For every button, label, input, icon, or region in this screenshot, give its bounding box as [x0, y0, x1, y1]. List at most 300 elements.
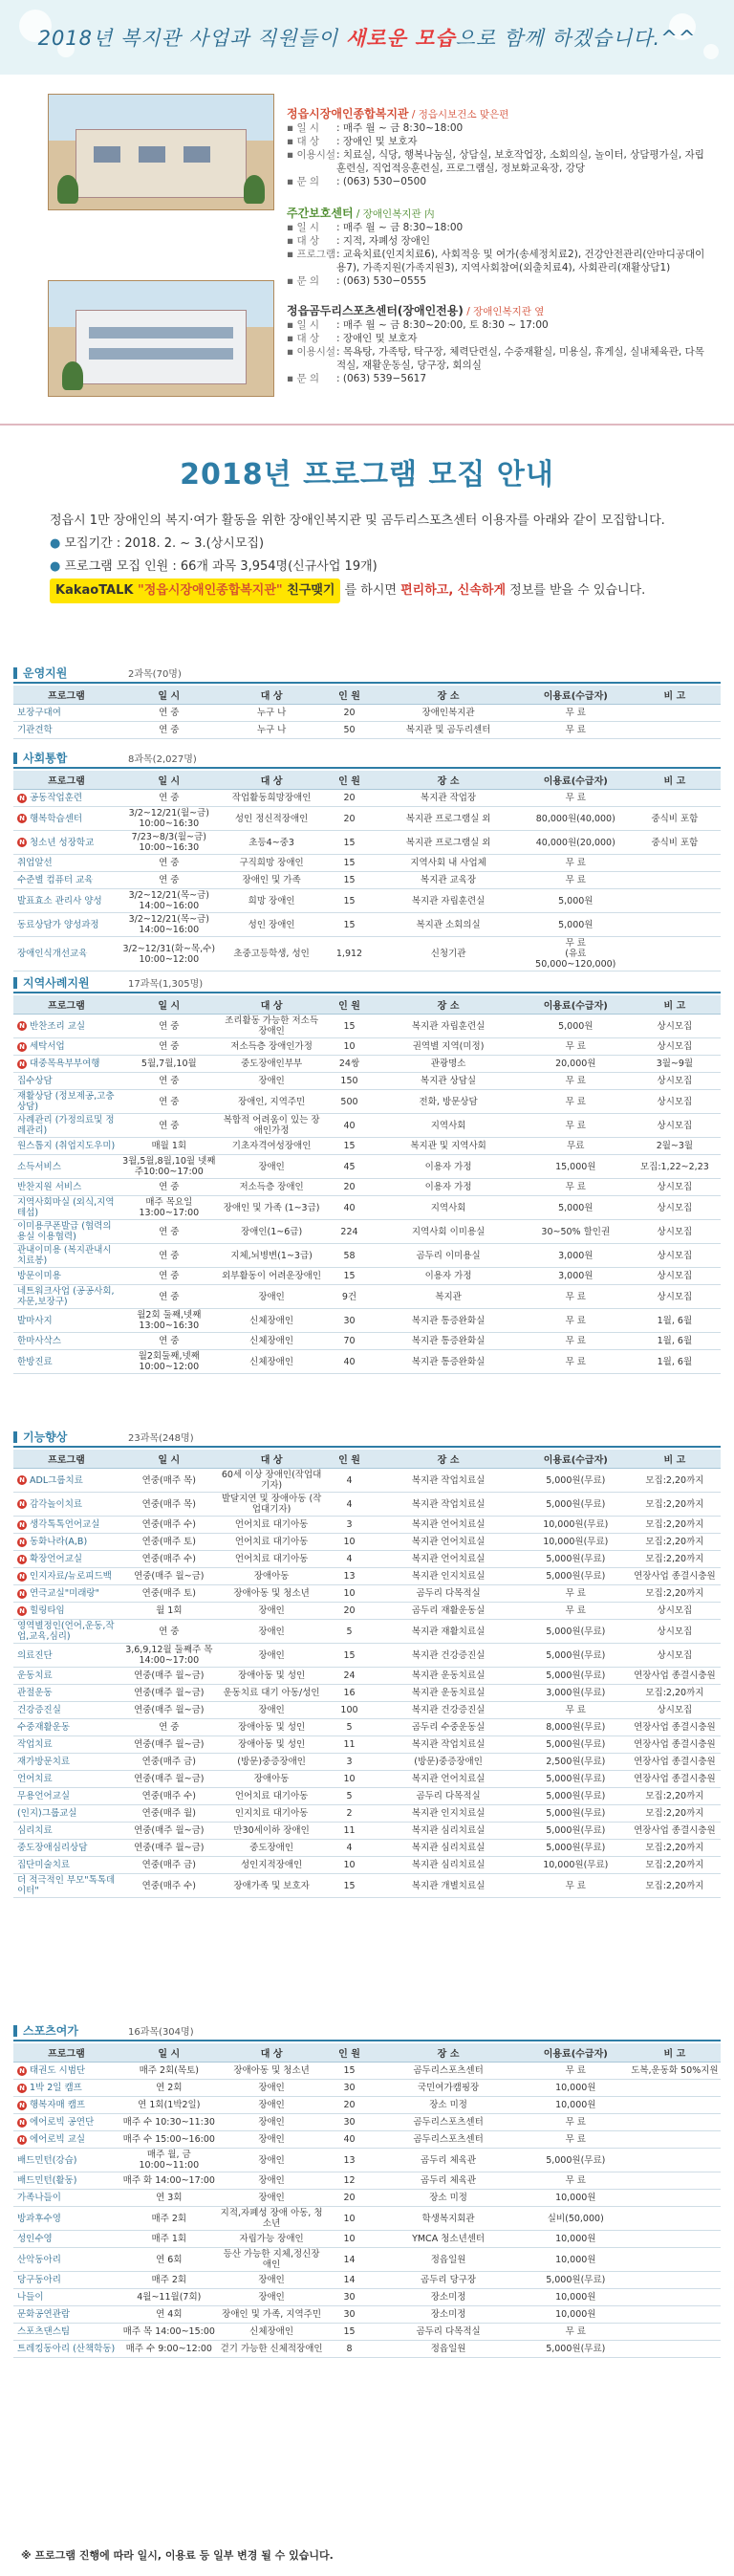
table-cell: 모집:2,20까지: [629, 1493, 721, 1517]
table-cell: 장소 미정: [374, 2097, 522, 2114]
table-row: [13, 1823, 721, 1840]
table-cell: 상시모집: [629, 1179, 721, 1196]
table-row: [13, 2131, 721, 2149]
section-title: 운영지원: [13, 665, 128, 681]
table-cell: 장애인: [219, 1073, 325, 1090]
table-row: [13, 2149, 721, 2172]
table-cell: N ADL그룹치료: [13, 1469, 119, 1493]
table-cell: 상시모집: [629, 1702, 721, 1719]
table-cell: 복지관 작업치료실: [374, 1469, 522, 1493]
table-cell: 연장사업 종결시충원: [629, 1668, 721, 1685]
table-cell: 장애아동 및 성인: [219, 1668, 325, 1685]
table-cell: 무 료: [523, 2131, 629, 2149]
column-header: 프로그램: [13, 995, 119, 1015]
table-cell: 연 중: [119, 705, 219, 722]
table-cell: 중도장애인부부: [219, 1056, 325, 1073]
table-cell: 15: [325, 855, 375, 872]
table-cell: 연 중: [119, 722, 219, 739]
table-cell: N 확장언어교실: [13, 1551, 119, 1568]
table-cell: 심리치료: [13, 1823, 119, 1840]
table-cell: 연중(매주 수): [119, 1874, 219, 1898]
new-badge-icon: N: [17, 2101, 27, 2110]
table-cell: 연장사업 종결시충원: [629, 1771, 721, 1788]
new-badge-icon: N: [17, 1520, 27, 1530]
table-row: [13, 1090, 721, 1114]
new-badge-icon: N: [17, 814, 27, 823]
table-cell: 장애아동: [219, 1568, 325, 1585]
table-cell: 복지관 재활치료실: [374, 1620, 522, 1644]
table-cell: 연 중: [119, 1285, 219, 1309]
table-row: [13, 1493, 721, 1517]
table-cell: 나들이: [13, 2289, 119, 2306]
column-header: 비 고: [629, 995, 721, 1015]
table-cell: 곰두리 이미용실: [374, 1244, 522, 1268]
table-cell: 곰두리 당구장: [374, 2272, 522, 2289]
table-cell: 가족나들이: [13, 2190, 119, 2207]
table-cell: 장애인: [219, 1285, 325, 1309]
table-cell: 5: [325, 1620, 375, 1644]
top-banner: [0, 0, 734, 75]
table-row: [13, 1138, 721, 1155]
table-cell: 장애인 및 가족 (1~3급): [219, 1196, 325, 1220]
table-cell: 연장사업 종결시충원: [629, 1823, 721, 1840]
table-cell: 장애아동 및 청소년: [219, 1585, 325, 1603]
table-cell: 복지관 자립훈련실: [374, 1015, 522, 1038]
table-cell: 모집:1,22~2,23: [629, 1155, 721, 1179]
table-cell: 지역사회: [374, 1114, 522, 1138]
table-row: [13, 2231, 721, 2248]
sports-center-photo: [48, 280, 274, 397]
table-cell: 연 중: [119, 1114, 219, 1138]
table-cell: N 연극교실"미래랑": [13, 1585, 119, 1603]
table-cell: 5월,7월,10월: [119, 1056, 219, 1073]
table-cell: 5,000원(무료): [523, 2341, 629, 2358]
table-cell: 연중(매주 월~금): [119, 1568, 219, 1585]
table-cell: N 공동작업훈련: [13, 790, 119, 807]
table-cell: 작업치료: [13, 1736, 119, 1754]
table-cell: [629, 2231, 721, 2248]
table-cell: 연 중: [119, 1015, 219, 1038]
table-cell: N 감각놀이치료: [13, 1493, 119, 1517]
table-cell: [629, 2131, 721, 2149]
table-cell: (방문)중증장애인: [219, 1754, 325, 1771]
table-cell: 장애인: [219, 1702, 325, 1719]
table-cell: 10,000원(무료): [523, 1534, 629, 1551]
column-header: 장 소: [374, 995, 522, 1015]
table-cell: 5,000원: [523, 1015, 629, 1038]
new-badge-icon: N: [17, 1475, 27, 1485]
section-header: [13, 972, 721, 993]
table-cell: 중식비 포함: [629, 807, 721, 831]
table-row: [13, 889, 721, 913]
table-cell: 장애아동 및 성인: [219, 1736, 325, 1754]
table-cell: 집단미술치료: [13, 1857, 119, 1874]
table-cell: 5: [325, 1788, 375, 1805]
table-cell: [629, 2207, 721, 2231]
table-cell: 신체장애인: [219, 1333, 325, 1350]
table-cell: [629, 2172, 721, 2190]
table-cell: 연중(매주 월~금): [119, 1823, 219, 1840]
table-cell: [629, 2248, 721, 2272]
table-cell: 모집:2,20까지: [629, 1534, 721, 1551]
table-cell: 3월~9월: [629, 1056, 721, 1073]
table-cell: 복지관 언어치료실: [374, 1771, 522, 1788]
table-cell: 4: [325, 1551, 375, 1568]
table-cell: [629, 2324, 721, 2341]
table-cell: 복지관 운동치료실: [374, 1685, 522, 1702]
section-count: 8과목(2,027명): [128, 753, 197, 765]
table-cell: 20: [325, 1179, 375, 1196]
section-count: 16과목(304명): [128, 2026, 194, 2038]
table-cell: 곰두리 다목적실: [374, 1585, 522, 1603]
table-row: [13, 1350, 721, 1374]
table-cell: 20: [325, 807, 375, 831]
table-cell: 중도장애인: [219, 1840, 325, 1857]
table-cell: 연 중: [119, 1620, 219, 1644]
section-2: [13, 972, 721, 1374]
table-cell: N 생각톡톡언어교실: [13, 1517, 119, 1534]
table-cell: [629, 872, 721, 889]
table-cell: 5,000원(무료): [523, 1620, 629, 1644]
table-cell: 5,000원: [523, 889, 629, 913]
column-header: 이용료(수급자): [523, 1450, 629, 1469]
table-cell: 운동치료: [13, 1668, 119, 1685]
table-cell: 상시모집: [629, 1220, 721, 1244]
table-cell: 7/23~8/3(월~금) 10:00~16:30: [119, 831, 219, 855]
table-cell: 집수상담: [13, 1073, 119, 1090]
table-cell: 복지관 프로그램실 외: [374, 831, 522, 855]
table-cell: 상시모집: [629, 1090, 721, 1114]
table-cell: 연중(매주 금): [119, 1857, 219, 1874]
table-cell: 연 중: [119, 855, 219, 872]
table-cell: 10,000원: [523, 2306, 629, 2324]
table-cell: 보장구대여: [13, 705, 119, 722]
table-cell: 14: [325, 2248, 375, 2272]
new-badge-icon: N: [17, 2084, 27, 2093]
table-cell: 복지관 건강증진실: [374, 1702, 522, 1719]
table-cell: 곰두리 수중운동실: [374, 1719, 522, 1736]
column-header: 프로그램: [13, 686, 119, 705]
table-row: [13, 1056, 721, 1073]
table-cell: 장애인: [219, 1603, 325, 1620]
table-cell: 외부활동이 어려운장애인: [219, 1268, 325, 1285]
table-cell: 연중(매주 토): [119, 1534, 219, 1551]
table-cell: 연 중: [119, 790, 219, 807]
table-cell: 연 중: [119, 1719, 219, 1736]
table-cell: 신체장애인: [219, 1309, 325, 1333]
table-cell: 연 중: [119, 1090, 219, 1114]
table-cell: 곰두리 재활운동실: [374, 1603, 522, 1620]
table-cell: 곰두리 체육관: [374, 2172, 522, 2190]
new-badge-icon: N: [17, 1538, 27, 1547]
table-cell: 복지관 통증완화실: [374, 1309, 522, 1333]
table-cell: 20: [325, 2190, 375, 2207]
new-badge-icon: N: [17, 2066, 27, 2076]
table-cell: 장애인: [219, 1620, 325, 1644]
table-cell: 복지관 작업장: [374, 790, 522, 807]
table-cell: 15: [325, 913, 375, 937]
table-row: [13, 1736, 721, 1754]
table-row: [13, 1285, 721, 1309]
new-badge-icon: N: [17, 1499, 27, 1509]
table-cell: [629, 2289, 721, 2306]
table-cell: 연 중: [119, 872, 219, 889]
table-row: [13, 1469, 721, 1493]
table-cell: 무 료: [523, 1585, 629, 1603]
table-cell: 9건: [325, 1285, 375, 1309]
section-count: 2과목(70명): [128, 668, 182, 680]
table-cell: 5,000원: [523, 913, 629, 937]
table-cell: 연 중: [119, 1220, 219, 1244]
table-cell: 연중(매주 월): [119, 1805, 219, 1823]
column-header: 장 소: [374, 686, 522, 705]
table-cell: 사례관리 (가정의료및 정레관리): [13, 1114, 119, 1138]
table-cell: 상시모집: [629, 1038, 721, 1056]
table-cell: 10,000원: [523, 2097, 629, 2114]
table-cell: 중식비 포함: [629, 831, 721, 855]
table-cell: 매주 월, 금 10:00~11:00: [119, 2149, 219, 2172]
table-row: [13, 2080, 721, 2097]
table-row: [13, 1857, 721, 1874]
table-cell: 40: [325, 1114, 375, 1138]
column-header: 비 고: [629, 1450, 721, 1469]
table-cell: 10,000원: [523, 2231, 629, 2248]
table-cell: 상시모집: [629, 1620, 721, 1644]
table-cell: 연중(매주 월~금): [119, 1736, 219, 1754]
table-row: [13, 1585, 721, 1603]
table-row: [13, 2190, 721, 2207]
table-cell: (방문)중증장애인: [374, 1754, 522, 1771]
column-header: 일 시: [119, 771, 219, 790]
table-cell: [629, 2272, 721, 2289]
table-cell: 20: [325, 705, 375, 722]
table-cell: 40,000원(20,000): [523, 831, 629, 855]
table-cell: 트레킹동아리 (산책학동): [13, 2341, 119, 2358]
table-cell: 224: [325, 1220, 375, 1244]
table-cell: 3,6,9,12월 둘째주 목 14:00~17:00: [119, 1644, 219, 1668]
table-row: [13, 2172, 721, 2190]
table-cell: 3/2~12/21(목~금) 14:00~16:00: [119, 889, 219, 913]
table-cell: 만30세이하 장애인: [219, 1823, 325, 1840]
table-cell: 복지관 심리치료실: [374, 1840, 522, 1857]
column-header: 이용료(수급자): [523, 995, 629, 1015]
table-cell: N 1박 2일 캠프: [13, 2080, 119, 2097]
table-cell: 연중(매주 토): [119, 1585, 219, 1603]
section-count: 23과목(248명): [128, 1432, 194, 1444]
table-cell: 연중(매주 수): [119, 1788, 219, 1805]
column-header: 대 상: [219, 2043, 325, 2063]
table-cell: 신체장애인: [219, 1350, 325, 1374]
table-cell: (인지)그룹교실: [13, 1805, 119, 1823]
table-cell: 관광명소: [374, 1056, 522, 1073]
table-cell: 관절운동: [13, 1685, 119, 1702]
table-cell: 복지관 인지치료실: [374, 1568, 522, 1585]
program-table: [13, 1450, 721, 1898]
page-title: 2018년 프로그램 모집 안내: [180, 458, 554, 491]
new-badge-icon: N: [17, 794, 27, 803]
table-cell: 실비(50,000): [523, 2207, 629, 2231]
table-cell: 복지관 및 지역사회: [374, 1138, 522, 1155]
table-cell: 초등4~중3: [219, 831, 325, 855]
table-cell: 의료진단: [13, 1644, 119, 1668]
table-cell: [629, 705, 721, 722]
section-title: 사회통합: [13, 750, 128, 766]
table-cell: 장애인: [219, 2131, 325, 2149]
table-cell: 2: [325, 1805, 375, 1823]
column-header: 일 시: [119, 995, 219, 1015]
column-header: 대 상: [219, 771, 325, 790]
table-cell: N 동화나라(A,B): [13, 1534, 119, 1551]
table-cell: 10,000원: [523, 2080, 629, 2097]
table-cell: 이용자 가정: [374, 1268, 522, 1285]
table-row: [13, 1644, 721, 1668]
table-cell: 무 료: [523, 855, 629, 872]
table-cell: 무 료: [523, 1114, 629, 1138]
table-cell: 연 3회: [119, 2190, 219, 2207]
new-badge-icon: N: [17, 1021, 27, 1031]
table-cell: 2,500원(무료): [523, 1754, 629, 1771]
table-cell: 3,000원(무료): [523, 1685, 629, 1702]
table-cell: 발표효소 관리사 양성: [13, 889, 119, 913]
table-cell: 10: [325, 1857, 375, 1874]
table-cell: 45: [325, 1155, 375, 1179]
table-cell: [629, 2341, 721, 2358]
table-cell: 장애인: [219, 2289, 325, 2306]
table-row: [13, 1073, 721, 1090]
kakao-badge[interactable]: KakaoTALK "정읍시장애인종합복지관" 친구맺기: [50, 579, 340, 603]
table-cell: 15: [325, 831, 375, 855]
table-cell: 20,000원: [523, 1056, 629, 1073]
table-cell: 무료: [523, 1138, 629, 1155]
table-row: [13, 1805, 721, 1823]
table-cell: 곰두리스포츠센터: [374, 2131, 522, 2149]
table-cell: 이용자 가정: [374, 1155, 522, 1179]
table-row: [13, 872, 721, 889]
column-header: 비 고: [629, 2043, 721, 2063]
table-cell: 5,000원(무료): [523, 1668, 629, 1685]
new-badge-icon: N: [17, 1572, 27, 1582]
table-cell: 저소득층 장애인가정: [219, 1038, 325, 1056]
column-header: 프로그램: [13, 771, 119, 790]
table-cell: [629, 722, 721, 739]
table-cell: 연장사업 종결시충원: [629, 1568, 721, 1585]
table-cell: 건강증진실: [13, 1702, 119, 1719]
table-row: [13, 831, 721, 855]
table-cell: 15: [325, 1644, 375, 1668]
table-row: [13, 1155, 721, 1179]
table-cell: N 에어로빅 공연단: [13, 2114, 119, 2131]
program-table: [13, 995, 721, 1374]
table-cell: 3,000원: [523, 1244, 629, 1268]
table-cell: 연 중: [119, 1333, 219, 1350]
table-cell: 20: [325, 2097, 375, 2114]
table-cell: 복지관 작업치료실: [374, 1736, 522, 1754]
table-cell: 500: [325, 1090, 375, 1114]
section-title: 지역사례지원: [13, 974, 128, 991]
table-row: [13, 1196, 721, 1220]
new-badge-icon: N: [17, 1042, 27, 1052]
table-cell: 지역사회 이미용실: [374, 1220, 522, 1244]
table-row: [13, 2207, 721, 2231]
column-header: 대 상: [219, 686, 325, 705]
table-cell: 10,000원(무료): [523, 1857, 629, 1874]
table-cell: 복지관 심리치료실: [374, 1823, 522, 1840]
new-badge-icon: N: [17, 1555, 27, 1564]
table-cell: [629, 2080, 721, 2097]
table-cell: 복지관 운동치료실: [374, 1668, 522, 1685]
table-cell: 장소미정: [374, 2289, 522, 2306]
table-cell: 무 료: [523, 1073, 629, 1090]
table-cell: 재활상담 (정보제공,고충상담): [13, 1090, 119, 1114]
table-cell: 15,000원: [523, 1155, 629, 1179]
table-row: [13, 937, 721, 971]
table-cell: 8: [325, 2341, 375, 2358]
table-cell: 장애인, 지역주민: [219, 1090, 325, 1114]
table-row: [13, 1534, 721, 1551]
table-cell: 11: [325, 1736, 375, 1754]
intro-line-4: KakaoTALK "정읍시장애인종합복지관" 친구맺기 를 하시면 편리하고, 신속하게 정보를 받을 수 있습니다.: [50, 579, 734, 603]
table-row: [13, 1015, 721, 1038]
table-cell: 한마사삭스: [13, 1333, 119, 1350]
table-cell: 등산 가능한 지체,정신장애인: [219, 2248, 325, 2272]
column-header: 비 고: [629, 771, 721, 790]
table-cell: 방과후수영: [13, 2207, 119, 2231]
table-cell: 3,000원: [523, 1268, 629, 1285]
table-cell: 복지관 건강증진실: [374, 1644, 522, 1668]
table-cell: 초중고등학생, 성인: [219, 937, 325, 971]
new-badge-icon: N: [17, 1606, 27, 1616]
table-cell: 신체장애인: [219, 2324, 325, 2341]
table-cell: 연장사업 종결시충원: [629, 1719, 721, 1736]
table-cell: 5,000원(무료): [523, 1469, 629, 1493]
table-cell: 매주 수 10:30~11:30: [119, 2114, 219, 2131]
table-cell: 월2회둘째,넷째 10:00~12:00: [119, 1350, 219, 1374]
table-cell: 10: [325, 1534, 375, 1551]
section-4: [13, 2020, 721, 2358]
table-cell: 무 료: [523, 722, 629, 739]
table-cell: 80,000원(40,000): [523, 807, 629, 831]
table-cell: 전화, 방문상담: [374, 1090, 522, 1114]
section-3: [13, 1427, 721, 1898]
table-cell: 10,000원: [523, 2190, 629, 2207]
table-cell: 50: [325, 722, 375, 739]
table-cell: 수준별 컴퓨터 교육: [13, 872, 119, 889]
table-cell: 매주 화 14:00~17:00: [119, 2172, 219, 2190]
table-cell: 30: [325, 2306, 375, 2324]
table-cell: 복지관 소회의실: [374, 913, 522, 937]
table-cell: 30~50% 할인권: [523, 1220, 629, 1244]
table-cell: 매주 2회: [119, 2207, 219, 2231]
table-cell: 12: [325, 2172, 375, 2190]
table-cell: N 대중목욕부부여행: [13, 1056, 119, 1073]
table-cell: 연중(매주 수): [119, 1517, 219, 1534]
table-cell: 운동치료 대기 아동/성인: [219, 1685, 325, 1702]
table-cell: 장애아동 및 청소년: [219, 2063, 325, 2080]
table-cell: 저소득층 장애인: [219, 1179, 325, 1196]
table-cell: 1,912: [325, 937, 375, 971]
table-cell: 10,000원: [523, 2289, 629, 2306]
column-header: 일 시: [119, 686, 219, 705]
table-cell: 중도장애심리상담: [13, 1840, 119, 1857]
table-cell: 곰두리 체육관: [374, 2149, 522, 2172]
section-header: [13, 663, 721, 684]
table-cell: 1월, 6월: [629, 1333, 721, 1350]
section-title: 기능향상: [13, 1429, 128, 1445]
table-cell: 연중(매주 월~금): [119, 1685, 219, 1702]
column-header: 비 고: [629, 686, 721, 705]
table-row: [13, 1220, 721, 1244]
table-cell: 2월~3월: [629, 1138, 721, 1155]
